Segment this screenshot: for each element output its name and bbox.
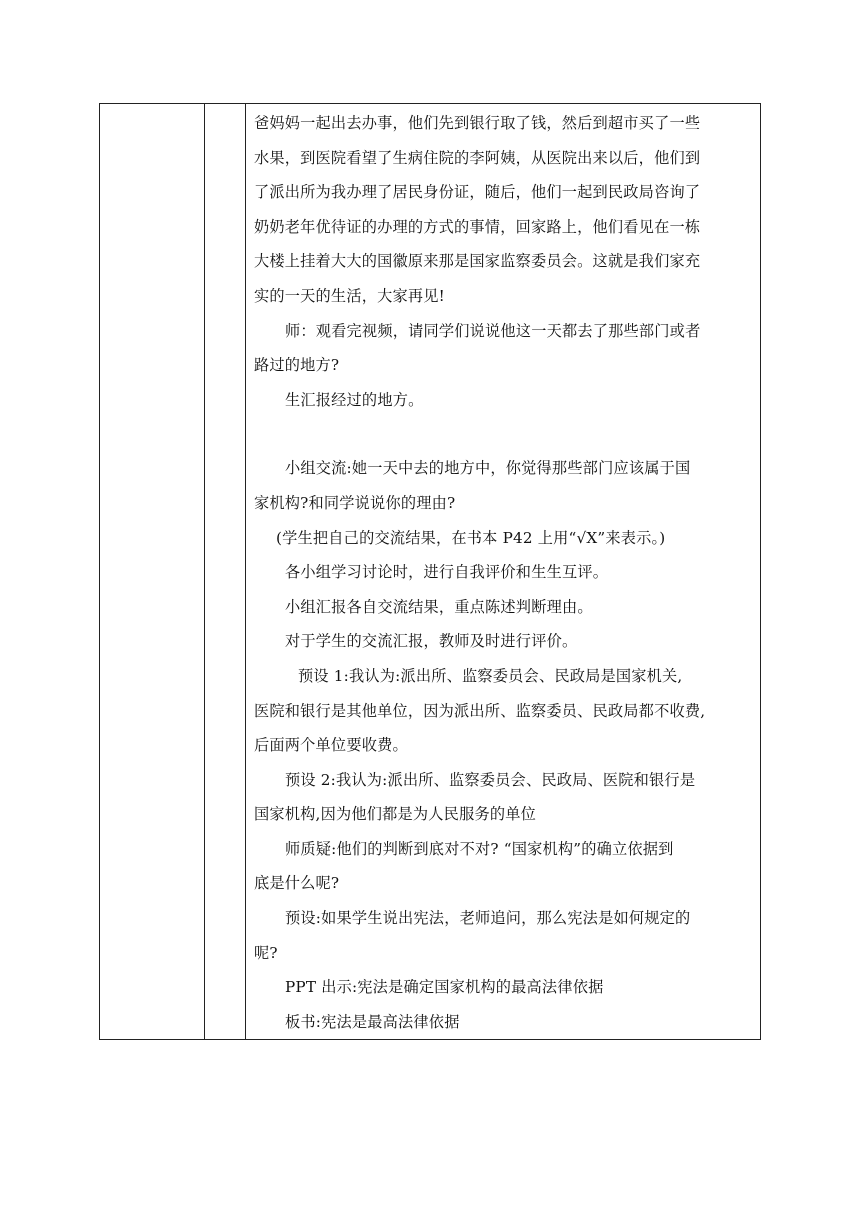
text-line: 预设 1:我认为:派出所、监察委员会、民政局是国家机关, bbox=[298, 666, 683, 685]
content-cell bbox=[246, 104, 761, 1040]
text-line: 底是什么呢? bbox=[254, 874, 340, 893]
text-line: 对于学生的交流汇报，教师及时进行评价。 bbox=[285, 632, 578, 651]
text-line: 大楼上挂着大大的国徽原来那是国家监察委员会。这就是我们家充 bbox=[254, 252, 701, 271]
empty-cell-2 bbox=[205, 104, 246, 1040]
text-line: PPT 出示:宪法是确定国家机构的最高法律依据 bbox=[285, 978, 604, 997]
text-line: 家机构?和同学说说你的理由? bbox=[254, 493, 456, 512]
empty-cell-1 bbox=[100, 104, 205, 1040]
text-line: 预设 2:我认为:派出所、监察委员会、民政局、医院和银行是 bbox=[285, 770, 696, 789]
text-line: 板书:宪法是最高法律依据 bbox=[285, 1012, 460, 1031]
table-row bbox=[100, 104, 761, 1040]
text-line: 呢? bbox=[254, 943, 278, 962]
text-line: 了派出所为我办理了居民身份证，随后，他们一起到民政局咨询了 bbox=[254, 183, 701, 202]
text-line: 国家机构,因为他们都是为人民服务的单位 bbox=[254, 805, 537, 824]
text-line: 后面两个单位要收费。 bbox=[254, 736, 408, 755]
text-line: 师质疑:他们的判断到底对不对? “国家机构”的确立依据到 bbox=[285, 839, 674, 858]
text-line: 爸妈妈一起出去办事，他们先到银行取了钱，然后到超市买了一些 bbox=[254, 114, 701, 132]
text-line: 生汇报经过的地方。 bbox=[285, 390, 424, 409]
blank-line bbox=[254, 417, 752, 451]
text-line: 各小组学习讨论时，进行自我评价和生生互评。 bbox=[285, 563, 609, 582]
text-line: 水果，到医院看望了生病住院的李阿姨，从医院出来以后，他们到 bbox=[254, 148, 701, 167]
text-line: 路过的地方? bbox=[254, 356, 340, 375]
text-line: 小组汇报各自交流结果，重点陈述判断理由。 bbox=[285, 597, 593, 616]
text-line: 小组交流:她一天中去的地方中，你觉得那些部门应该属于国 bbox=[285, 459, 691, 478]
text-line: 奶奶老年优待证的办理的方式的事情，回家路上，他们看见在一栋 bbox=[254, 217, 701, 236]
lesson-plan-table bbox=[99, 103, 761, 1040]
text-line: 预设:如果学生说出宪法，老师追问，那么宪法是如何规定的 bbox=[285, 909, 691, 928]
text-line: 医院和银行是其他单位，因为派出所、监察委员、民政局都不收费, bbox=[254, 701, 706, 720]
text-line: (学生把自己的交流结果，在书本 P42 上用“√X”来表示。) bbox=[276, 528, 666, 547]
content-text bbox=[246, 104, 760, 1039]
text-line: 师：观看完视频，请同学们说说他这一天都去了那些部门或者 bbox=[285, 321, 701, 340]
text-line: 实的一天的生活，大家再见! bbox=[254, 286, 445, 305]
